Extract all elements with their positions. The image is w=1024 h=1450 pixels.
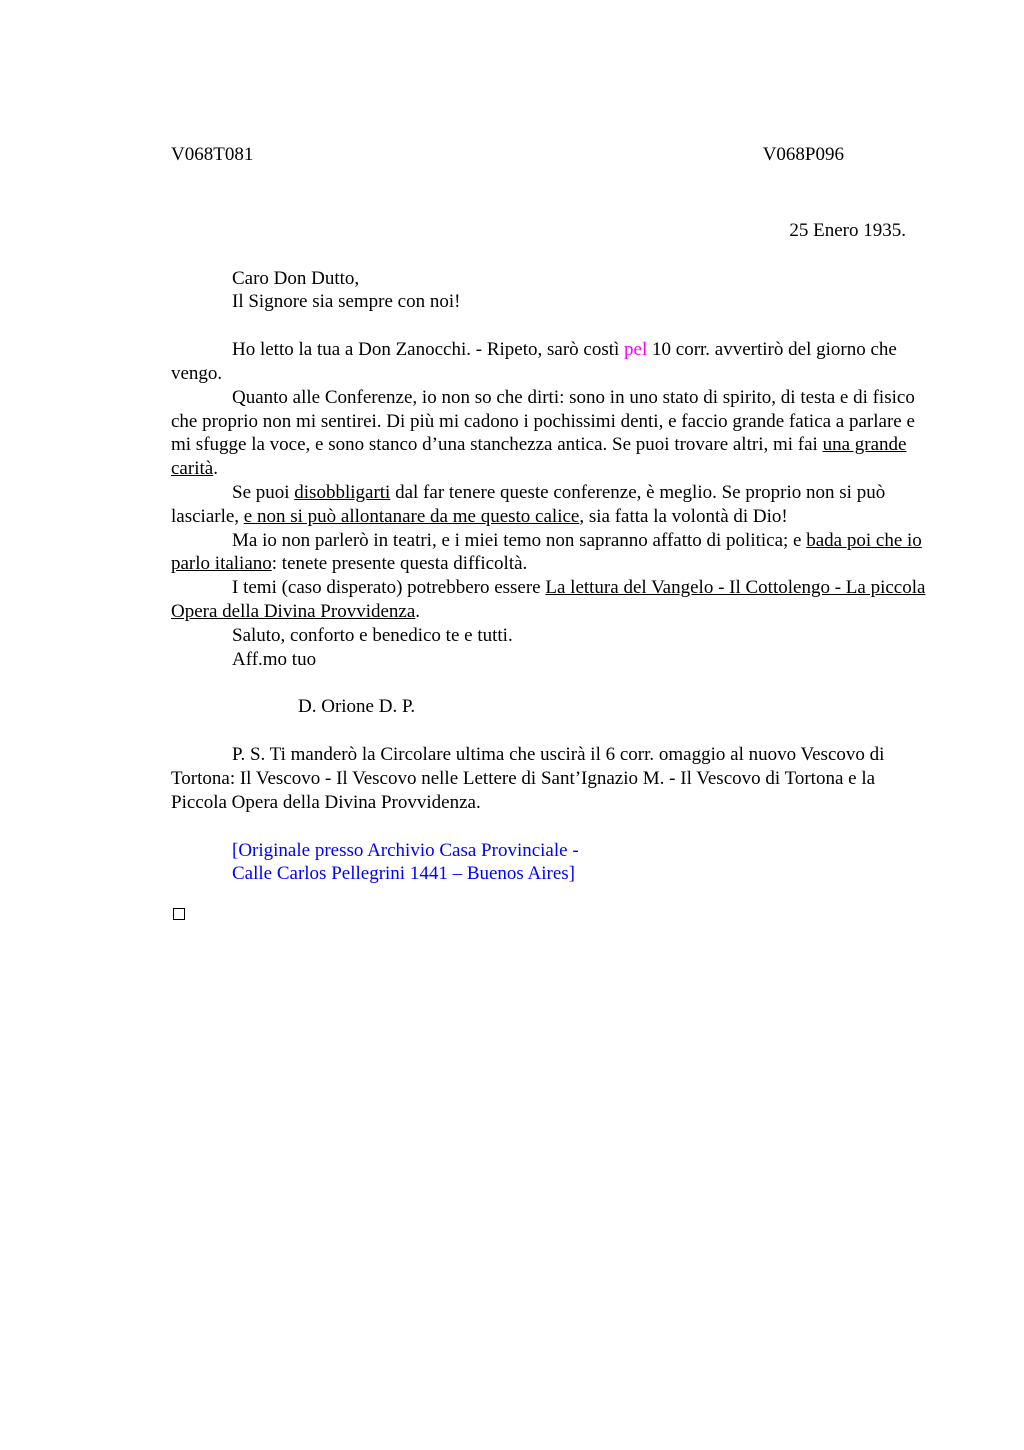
underlined-text: e non si può allontanare da me questo calice	[243, 505, 580, 527]
paragraph-1: Ho letto la tua a Don Zanocchi. - Ripeto, sarò costì pel 10 corr. avvertirò del giorno che vengo.	[171, 339, 897, 384]
right-code: V068P096	[762, 144, 844, 165]
paragraph-3: Se puoi disobbligarti dal far tenere queste conferenze, è meglio. Se proprio non si può lasciarle, e non si può allontanare da me questo calice, sia fatta la volontà di Dio!	[171, 481, 886, 527]
paragraph-5: I temi (caso disperato) potrebbero essere La lettura del Vangelo - Il Cottolengo - La piccola Opera della Divina Provvidenza.	[171, 577, 926, 622]
letter-page	[171, 143, 931, 920]
salutation	[171, 267, 931, 315]
underlined-text: una grande carità	[171, 434, 907, 480]
archive-line-2: Calle Carlos Pellegrini 1441 – Buenos Aires]	[232, 863, 576, 885]
archive-line-1: [Originale presso Archivio Casa Provinciale -	[232, 839, 579, 861]
letter-body	[171, 338, 931, 671]
paragraph-4: Ma io non parlerò in teatri, e i miei temo non sapranno affatto di politica; e bada poi che io parlo italiano: tenete presente questa difficoltà.	[171, 529, 922, 575]
closing: Aff.mo tuo	[232, 648, 317, 670]
letter-date: 25 Enero 1935.	[789, 219, 906, 241]
paragraph-2: Quanto alle Conferenze, io non so che dirti: sono in uno stato di spirito, di testa e di fisico che proprio non mi sentirei. Di più mi cadono i pochissimi denti, e faccio grande fatica a parlare e mi sfugge la voce, e sono stanco d’una stanchezza antica. Se puoi trovare altri, mi fai una grande carità.	[171, 386, 915, 480]
left-code: V068T081	[171, 144, 254, 165]
postscript-text: P. S. Ti manderò la Circolare ultima che uscirà il 6 corr. omaggio al nuovo Vescovo di Tortona: Il Vescovo - Il Vescovo nelle Lettere di Sant’Ignazio M. - Il Vescovo di Tortona e la Piccola Opera della Divina Provvidenza.	[171, 744, 885, 813]
signature: D. Orione D. P.	[298, 696, 416, 718]
checkbox-square-icon	[173, 908, 185, 920]
postscript	[171, 743, 931, 814]
salutation-line-2: Il Signore sia sempre con noi!	[232, 291, 461, 313]
underlined-text: disobbligarti	[294, 481, 391, 503]
archive-note	[171, 839, 931, 887]
underlined-text: bada poi che io parlo italiano	[171, 529, 922, 575]
document-header	[171, 143, 844, 167]
highlighted-word: pel	[624, 339, 648, 361]
salutation-line-1: Caro Don Dutto,	[232, 267, 360, 289]
paragraph-6: Saluto, conforto e benedico te e tutti.	[232, 624, 513, 646]
underlined-text: La lettura del Vangelo - Il Cottolengo - La piccola Opera della Divina Provvidenza	[171, 577, 926, 622]
